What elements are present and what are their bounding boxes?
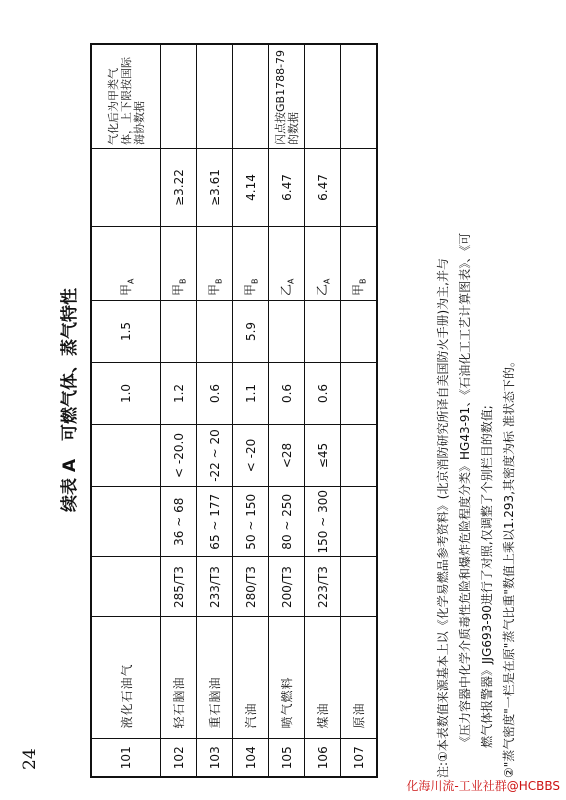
table-row — [305, 45, 341, 778]
cell-note — [161, 45, 197, 149]
cell-name: 汽油 — [233, 617, 269, 739]
cell-class — [197, 227, 233, 301]
class-label: 甲 — [351, 283, 366, 296]
cell-flash: 233/T3 — [197, 557, 233, 617]
cell-ignition: 80 ~ 250 — [269, 487, 305, 558]
cell-lower: < -20 — [233, 425, 269, 487]
class-subscript: B — [178, 278, 188, 284]
cell-flash — [91, 557, 161, 617]
note-line: ②"蒸气密度"一栏是在原"蒸气比重"数值上乘以1.293,其密度为标 准状态下的。 — [502, 355, 516, 778]
cell-density: 6.47 — [269, 149, 305, 227]
cell-density: 6.47 — [305, 149, 341, 227]
table-title-prefix: 续表 A — [60, 458, 80, 512]
cell-name: 喷气燃料 — [269, 617, 305, 739]
cell-no: 107 — [341, 739, 378, 777]
page-number: 24 — [20, 748, 40, 770]
cell-density: 4.14 — [233, 149, 269, 227]
cell-upper2: 1.5 — [91, 301, 161, 363]
cell-no: 102 — [161, 739, 197, 777]
cell-name: 重石脑油 — [197, 617, 233, 739]
cell-no: 105 — [269, 739, 305, 777]
cell-upper: 1.1 — [233, 363, 269, 425]
cell-note: 闪点按GB1788-79的数据 — [269, 45, 305, 149]
cell-flash — [341, 557, 378, 617]
watermark: 化海川流-工业社群@HCBBS — [406, 779, 560, 793]
cell-no: 106 — [305, 739, 341, 777]
cell-class — [233, 227, 269, 301]
cell-upper2 — [305, 301, 341, 363]
cell-lower: <28 — [269, 425, 305, 487]
table-row — [91, 45, 161, 778]
cell-density: ≥3.22 — [161, 149, 197, 227]
cell-ignition — [91, 487, 161, 558]
class-label: 甲 — [207, 283, 222, 296]
note-line: 燃气体报警器》JJG693-90进行了对照,仅调整了个别栏目的数值; — [480, 405, 494, 748]
cell-flash: 223/T3 — [305, 557, 341, 617]
class-subscript: A — [322, 278, 332, 284]
cell-lower: ≤45 — [305, 425, 341, 487]
cell-ignition: 36 ~ 68 — [161, 487, 197, 558]
table-title-text: 可燃气体、蒸气特性 — [60, 288, 80, 441]
cell-flash: 280/T3 — [233, 557, 269, 617]
cell-density — [341, 149, 378, 227]
class-label: 甲 — [118, 283, 133, 296]
class-subscript: A — [286, 278, 296, 284]
class-label: 甲 — [171, 283, 186, 296]
table-row — [197, 45, 233, 778]
cell-density: ≥3.61 — [197, 149, 233, 227]
cell-no: 104 — [233, 739, 269, 777]
cell-note — [233, 45, 269, 149]
cell-note — [341, 45, 378, 149]
cell-no: 103 — [197, 739, 233, 777]
class-subscript: A — [126, 278, 136, 284]
note-line: 《压力容器中化学介质毒性危险和爆炸危险程度分类》HG43-91、《石油化工工艺计算图表》、《可 — [458, 232, 472, 748]
cell-lower: -22 ~ 20 — [197, 425, 233, 487]
table-row — [341, 45, 378, 778]
cell-name: 煤油 — [305, 617, 341, 739]
class-label: 乙 — [315, 283, 330, 296]
cell-upper: 1.2 — [161, 363, 197, 425]
table-row — [233, 45, 269, 778]
cell-lower — [341, 425, 378, 487]
cell-class — [91, 227, 161, 301]
cell-upper: 1.0 — [91, 363, 161, 425]
cell-density — [91, 149, 161, 227]
class-label: 甲 — [243, 283, 258, 296]
class-subscript: B — [214, 278, 224, 284]
cell-upper: 0.6 — [305, 363, 341, 425]
table-title — [55, 0, 80, 800]
table-notes — [432, 38, 520, 778]
cell-upper2 — [269, 301, 305, 363]
cell-ignition: 65 ~ 177 — [197, 487, 233, 558]
cell-upper: 0.6 — [269, 363, 305, 425]
cell-note — [197, 45, 233, 149]
class-subscript: B — [250, 278, 260, 284]
cell-upper: 0.6 — [197, 363, 233, 425]
class-label: 乙 — [279, 283, 294, 296]
cell-lower — [91, 425, 161, 487]
note-line: 注:①本表数值来源基本上以《化学易燃品参考资料》(北京消防研究所译自美国防火手册)为主,并与 — [436, 258, 450, 778]
class-subscript: B — [358, 278, 368, 284]
cell-no: 101 — [91, 739, 161, 777]
cell-name: 轻石脑油 — [161, 617, 197, 739]
cell-flash: 285/T3 — [161, 557, 197, 617]
cell-upper2 — [161, 301, 197, 363]
cell-ignition: 150 ~ 300 — [305, 487, 341, 558]
cell-class — [269, 227, 305, 301]
cell-upper2 — [197, 301, 233, 363]
cell-name: 液化石油气 — [91, 617, 161, 739]
cell-flash: 200/T3 — [269, 557, 305, 617]
gas-properties-table — [90, 44, 378, 779]
cell-note — [305, 45, 341, 149]
cell-name: 原油 — [341, 617, 378, 739]
table-row — [269, 45, 305, 778]
table-row — [161, 45, 197, 778]
cell-lower: < -20.0 — [161, 425, 197, 487]
cell-upper2: 5.9 — [233, 301, 269, 363]
cell-class — [305, 227, 341, 301]
cell-class — [161, 227, 197, 301]
cell-ignition — [341, 487, 378, 558]
cell-class — [341, 227, 378, 301]
cell-note: 气化后为甲类气体，上下限按国际海协数据 — [91, 45, 161, 149]
cell-upper — [341, 363, 378, 425]
cell-upper2 — [341, 301, 378, 363]
cell-ignition: 50 ~ 150 — [233, 487, 269, 558]
